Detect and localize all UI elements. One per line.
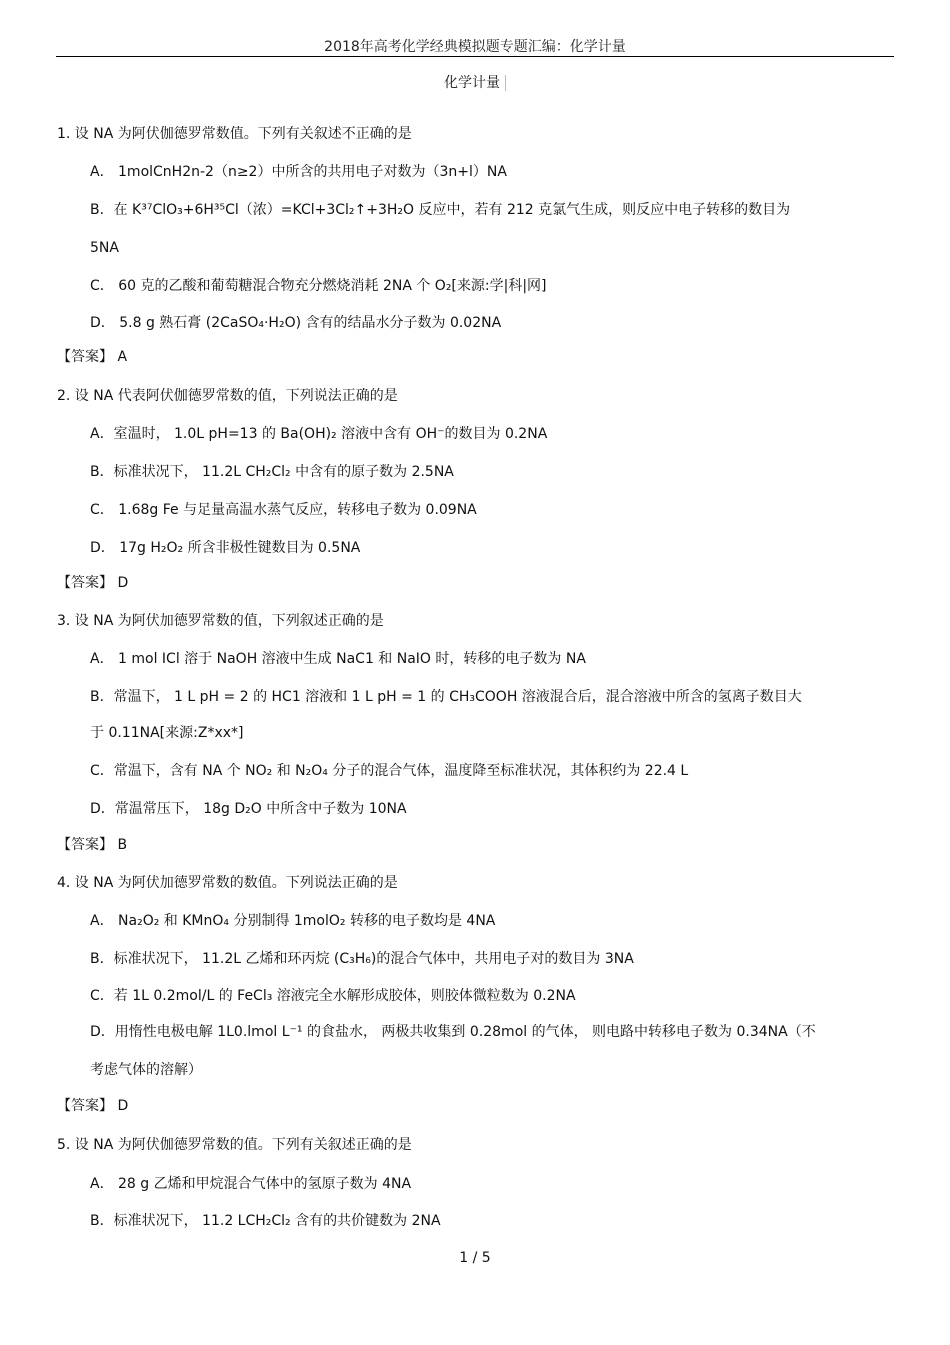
q4-option-d-cont: 考虑气体的溶解）: [90, 1062, 202, 1078]
q4-option-d: D．用惰性电极电解 1L0.lmol L⁻¹ 的食盐水， 两极共收集到 0.28mol 的气体， 则电路中转移电子数为 0.34NA（不: [90, 1024, 816, 1040]
q1-option-c: C． 60 克的乙酸和葡萄糖混合物充分燃烧消耗 2NA 个 O₂[来源:学|科|网]: [90, 278, 547, 294]
q4-option-b: B．标准状况下， 11.2L 乙烯和环丙烷 (C₃H₆)的混合气体中，共用电子对的数目为 3NA: [90, 951, 634, 967]
header-rule: [56, 56, 894, 57]
q5-option-b: B．标准状况下， 11.2 LCH₂Cl₂ 含有的共价键数为 2NA: [90, 1213, 441, 1229]
q3-option-a: A． 1 mol ICl 溶于 NaOH 溶液中生成 NaC1 和 NaIO 时，转移的电子数为 NA: [90, 651, 586, 667]
q1-option-a: A． 1molCnH2n-2（n≥2）中所含的共用电子对数为（3n+l）NA: [90, 164, 507, 180]
document-title-text: 化学计量: [444, 75, 506, 91]
question-3: 3. 设 NA 为阿伏加德罗常数的值，下列叙述正确的是: [57, 613, 384, 629]
q2-option-b: B．标准状况下， 11.2L CH₂Cl₂ 中含有的原子数为 2.5NA: [90, 464, 454, 480]
q3-option-d: D．常温常压下， 18g D₂O 中所含中子数为 10NA: [90, 801, 407, 817]
question-5: 5. 设 NA 为阿伏伽德罗常数的值。下列有关叙述正确的是: [57, 1137, 412, 1153]
q3-option-b: B．常温下， 1 L pH = 2 的 HC1 溶液和 1 L pH = 1 的 CH₃COOH 溶液混合后，混合溶液中所含的氢离子数目大: [90, 689, 802, 705]
q4-option-c: C．若 1L 0.2mol/L 的 FeCl₃ 溶液完全水解形成胶体，则胶体微粒数为 0.2NA: [90, 988, 576, 1004]
running-header: 2018年高考化学经典模拟题专题汇编：化学计量: [324, 39, 626, 55]
q5-option-a: A． 28 g 乙烯和甲烷混合气体中的氢原子数为 4NA: [90, 1176, 412, 1192]
page-number: 1 / 5: [459, 1250, 491, 1266]
q1-answer: 【答案】 A: [57, 349, 128, 365]
question-2: 2. 设 NA 代表阿伏伽德罗常数的值，下列说法正确的是: [57, 388, 398, 404]
q1-option-b-cont: 5NA: [90, 240, 119, 256]
q2-option-d: D． 17g H₂O₂ 所含非极性键数目为 0.5NA: [90, 540, 361, 556]
q1-option-d: D． 5.8 g 熟石膏 (2CaSO₄·H₂O) 含有的结晶水分子数为 0.02NA: [90, 315, 502, 331]
q1-option-b: B．在 K³⁷ClO₃+6H³⁵Cl（浓）=KCl+3Cl₂↑+3H₂O 反应中，若有 212 克氯气生成，则反应中电子转移的数目为: [90, 202, 791, 218]
q4-answer: 【答案】 D: [57, 1098, 129, 1114]
q3-option-c: C．常温下，含有 NA 个 NO₂ 和 N₂O₄ 分子的混合气体，温度降至标准状况，其体积约为 22.4 L: [90, 763, 689, 779]
question-1: 1. 设 NA 为阿伏伽德罗常数值。下列有关叙述不正确的是: [57, 126, 412, 142]
q2-option-a: A．室温时， 1.0L pH=13 的 Ba(OH)₂ 溶液中含有 OH⁻的数目为 0.2NA: [90, 426, 548, 442]
q2-option-c: C． 1.68g Fe 与足量高温水蒸气反应，转移电子数为 0.09NA: [90, 502, 477, 518]
q2-answer: 【答案】 D: [57, 575, 129, 591]
q3-answer: 【答案】 B: [57, 837, 128, 853]
document-title: [0, 72, 950, 92]
q3-option-b-cont: 于 0.11NA[来源:Z*xx*]: [90, 725, 244, 741]
q4-option-a: A． Na₂O₂ 和 KMnO₄ 分别制得 1molO₂ 转移的电子数均是 4NA: [90, 913, 496, 929]
question-4: 4. 设 NA 为阿伏加德罗常数的数值。下列说法正确的是: [57, 875, 398, 891]
